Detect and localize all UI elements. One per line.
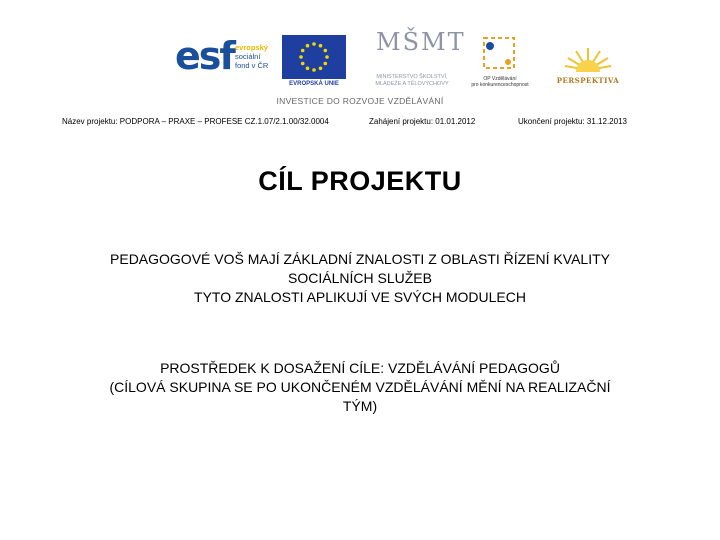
eu-logo-label: EVROPSKÁ UNIE: [289, 81, 339, 87]
op-vk-logo: [470, 32, 530, 94]
project-end-date: Ukončení projektu: 31.12.2013: [518, 117, 627, 126]
means-paragraph: [80, 359, 640, 416]
project-name: Název projektu: PODPORA – PRAXE – PROFESE CZ.1.07/2.1.00/32.0004: [62, 117, 329, 126]
project-info-row: [0, 116, 720, 128]
slide-title: CÍL PROJEKTU: [258, 166, 462, 196]
means-line: PROSTŘEDEK K DOSAŽENÍ CÍLE: VZDĚLÁVÁNÍ PEDAGOGŮ: [160, 360, 560, 376]
msmt-logo-line: MINISTERSTVO ŠKOLSTVÍ,: [376, 74, 448, 80]
msmt-logo-line: MLÁDEŽE A TĚLOVÝCHOVY: [375, 81, 449, 87]
esf-logo: [175, 35, 275, 93]
msmt-logo-mark: MŠMT: [376, 28, 466, 56]
perspektiva-logo-label: PERSPEKTIVA: [556, 76, 620, 85]
eu-flag-icon: [282, 35, 346, 79]
goal-line: PEDAGOGOVÉ VOŠ MAJÍ ZÁKLADNÍ ZNALOSTI Z OBLASTI ŘÍZENÍ KVALITY: [110, 251, 610, 267]
esf-logo-line: sociální: [235, 52, 261, 61]
op-vk-logo-text: [470, 76, 530, 88]
esf-logo-text: [235, 43, 268, 70]
op-vk-logo-line: pro konkurenceschopnost: [471, 82, 529, 88]
msmt-logo-text: [370, 74, 454, 88]
goal-paragraph: [80, 250, 640, 307]
eu-logo: [282, 35, 348, 93]
sun-icon: [552, 42, 624, 74]
investice-tagline: INVESTICE DO ROZVOJE VZDĚLÁVÁNÍ: [276, 96, 444, 106]
means-line: TÝM): [342, 398, 378, 414]
goal-line: TYTO ZNALOSTI APLIKUJÍ VE SVÝCH MODULECH: [194, 289, 526, 305]
msmt-logo: [370, 28, 466, 94]
op-vk-logo-line: OP Vzdělávání: [483, 76, 517, 82]
esf-logo-line: fond v ČR: [235, 61, 269, 70]
op-vk-mark-icon: [470, 32, 530, 76]
perspektiva-logo: [552, 42, 624, 92]
partner-logo-strip: [170, 30, 625, 110]
goal-line: SOCIÁLNÍCH SLUŽEB: [288, 270, 432, 286]
esf-logo-mark: esf: [175, 34, 234, 78]
project-start-date: Zahájení projektu: 01.01.2012: [369, 117, 476, 126]
means-line: (CÍLOVÁ SKUPINA SE PO UKONČENÉM VZDĚLÁVÁNÍ MĚNÍ NA REALIZAČNÍ: [109, 379, 611, 395]
esf-logo-line: evropský: [235, 43, 268, 52]
